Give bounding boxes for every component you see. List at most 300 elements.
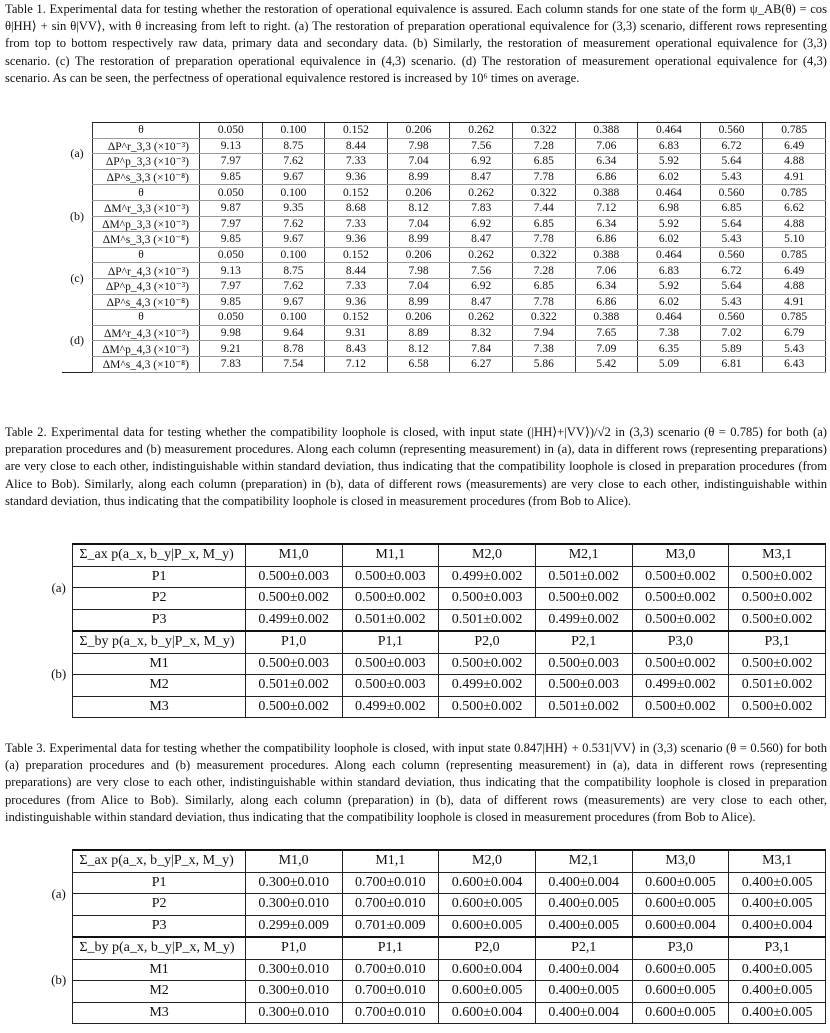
table-cell: 0.500±0.003 [342, 653, 439, 675]
table-cell: 0.700±0.010 [342, 981, 439, 1003]
table-cell: 5.92 [638, 278, 701, 294]
table-cell: 5.86 [512, 356, 575, 372]
table-cell: 7.97 [200, 278, 263, 294]
table-cell: 9.67 [262, 169, 325, 185]
table-cell: 0.400±0.005 [729, 894, 826, 916]
table-cell: 0.400±0.005 [535, 894, 632, 916]
table-cell: 0.100 [262, 123, 325, 139]
table1-row [62, 216, 826, 232]
table-cell: 6.34 [575, 154, 638, 170]
table-cell: 0.600±0.005 [632, 981, 729, 1003]
table1-row [62, 341, 826, 357]
table-cell: 9.36 [325, 232, 388, 248]
column-header: M2,1 [535, 544, 632, 566]
table1-row [62, 123, 826, 139]
table-cell: 6.58 [387, 356, 450, 372]
table-cell: 0.785 [763, 123, 826, 139]
table-cell: 8.75 [262, 138, 325, 154]
column-header: P2,0 [439, 631, 536, 653]
table-cell: 0.464 [638, 123, 701, 139]
column-header: P3,1 [729, 631, 826, 653]
table-cell: 7.62 [262, 154, 325, 170]
table-cell: 4.91 [763, 294, 826, 310]
table-cell: 0.499±0.002 [245, 609, 342, 631]
column-header: P1,1 [342, 631, 439, 653]
table-cell: 0.499±0.002 [535, 609, 632, 631]
table-cell: 0.499±0.002 [342, 696, 439, 718]
column-header: P1,0 [245, 937, 342, 959]
table3-row [45, 959, 826, 981]
row-label: P3 [73, 915, 245, 937]
table-cell: 8.12 [387, 200, 450, 216]
table-cell: 9.87 [200, 200, 263, 216]
table-cell: 0.300±0.010 [245, 981, 342, 1003]
table3-row [45, 872, 826, 894]
header-cell: Σ_ax p(a_x, b_y|P_x, M_y) [73, 544, 245, 566]
row-label: M1 [73, 959, 245, 981]
column-header: M1,0 [245, 544, 342, 566]
table-cell: 0.400±0.005 [729, 981, 826, 1003]
table-cell: 0.388 [575, 247, 638, 263]
table-cell: 6.34 [575, 216, 638, 232]
column-header: P2,1 [535, 937, 632, 959]
table-cell: 7.83 [200, 356, 263, 372]
table-cell: 8.78 [262, 341, 325, 357]
table-cell: 0.600±0.005 [632, 894, 729, 916]
table-cell: 0.100 [262, 185, 325, 201]
table-cell: 7.78 [512, 169, 575, 185]
table-cell: 7.98 [387, 138, 450, 154]
table-cell: 7.33 [325, 154, 388, 170]
table-cell: 9.36 [325, 294, 388, 310]
table-cell: 7.04 [387, 154, 450, 170]
table-cell: 6.27 [450, 356, 513, 372]
table-cell: 4.91 [763, 169, 826, 185]
table-cell: 8.99 [387, 232, 450, 248]
table-cell: 0.501±0.002 [729, 675, 826, 697]
table3 [45, 849, 826, 1024]
table-cell: 6.62 [763, 200, 826, 216]
table-cell: 4.88 [763, 154, 826, 170]
table-cell: 0.500±0.002 [729, 588, 826, 610]
row-label: ΔP^p_3,3 (×10⁻³) [93, 154, 200, 170]
table-cell: 0.500±0.002 [729, 609, 826, 631]
table3-row [45, 981, 826, 1003]
table-cell: 7.12 [325, 356, 388, 372]
table-cell: 0.785 [763, 310, 826, 326]
column-header: P1,1 [342, 937, 439, 959]
table-cell: 0.500±0.002 [729, 566, 826, 588]
table1-row [62, 356, 826, 372]
table-cell: 0.464 [638, 310, 701, 326]
table-cell: 6.72 [700, 263, 763, 279]
table3-row [45, 915, 826, 937]
table-cell: 9.21 [200, 341, 263, 357]
row-label: ΔP^s_3,3 (×10⁻⁸) [93, 169, 200, 185]
table1-row [62, 169, 826, 185]
table-cell: 0.500±0.003 [439, 588, 536, 610]
table-cell: 0.500±0.003 [535, 653, 632, 675]
table-cell: 0.400±0.004 [535, 872, 632, 894]
table-cell: 0.400±0.004 [535, 959, 632, 981]
table3-row [45, 1002, 826, 1024]
table3-header-row [45, 850, 826, 872]
table-cell: 0.050 [200, 185, 263, 201]
table-cell: 9.67 [262, 232, 325, 248]
table1-row [62, 232, 826, 248]
column-header: M3,1 [729, 850, 826, 872]
table1-row [62, 247, 826, 263]
table-cell: 7.56 [450, 263, 513, 279]
table-cell: 7.04 [387, 216, 450, 232]
table1-caption: Table 1. Experimental data for testing whether the restoration of operational equivalence is assured. Each column stands for one state of the form ψ_AB(θ) = cos θ|HH⟩ + sin θ|VV⟩, with θ increasing from left to right. (a) The restoration of preparation operational equivalence for (3,3) scenario, different rows representing from top to bottom respectively raw data, primary data and secondary data. (b) Similarly, the restoration of measurement operational equivalence for (3,3) scenario. (c) The restoration of preparation operational equivalence in (4,3) scenario. (d) The restoration of measurement operational equivalence for (4,3) scenario. As can be seen, the perfectness of operational equivalence restored is increased by 10⁶ times on average. [5, 2, 827, 85]
column-header: P3,0 [632, 937, 729, 959]
row-label: θ [93, 123, 200, 139]
column-header: M3,1 [729, 544, 826, 566]
table-cell: 0.300±0.010 [245, 894, 342, 916]
column-header: M1,1 [342, 544, 439, 566]
row-label: P1 [73, 872, 245, 894]
table-cell: 0.152 [325, 123, 388, 139]
table2 [45, 543, 826, 718]
table-cell: 8.44 [325, 138, 388, 154]
table-cell: 7.33 [325, 278, 388, 294]
table1-row [62, 185, 826, 201]
table-cell: 0.560 [700, 123, 763, 139]
row-label: ΔM^s_3,3 (×10⁻⁸) [93, 232, 200, 248]
table-cell: 5.89 [700, 341, 763, 357]
column-header: P2,1 [535, 631, 632, 653]
table-cell: 6.86 [575, 232, 638, 248]
table-cell: 0.600±0.004 [632, 915, 729, 937]
table-cell: 6.86 [575, 294, 638, 310]
row-label: P2 [73, 588, 245, 610]
table-cell: 5.43 [700, 169, 763, 185]
table-cell: 0.388 [575, 123, 638, 139]
table-cell: 0.500±0.002 [632, 609, 729, 631]
table-cell: 0.388 [575, 310, 638, 326]
column-header: M3,0 [632, 850, 729, 872]
table-cell: 0.152 [325, 247, 388, 263]
table-cell: 0.500±0.002 [535, 588, 632, 610]
column-header: M1,0 [245, 850, 342, 872]
table-cell: 6.83 [638, 138, 701, 154]
table2-row [45, 696, 826, 718]
row-label: ΔP^r_3,3 (×10⁻³) [93, 138, 200, 154]
header-cell: Σ_by p(a_x, b_y|P_x, M_y) [73, 937, 245, 959]
table-cell: 7.44 [512, 200, 575, 216]
row-label: P3 [73, 609, 245, 631]
column-header: M2,0 [439, 544, 536, 566]
table-cell: 6.34 [575, 278, 638, 294]
table-cell: 6.02 [638, 232, 701, 248]
table1-row [62, 325, 826, 341]
table-cell: 6.35 [638, 341, 701, 357]
table2-row [45, 675, 826, 697]
row-label: ΔM^r_3,3 (×10⁻³) [93, 200, 200, 216]
table-cell: 0.560 [700, 247, 763, 263]
table-cell: 8.68 [325, 200, 388, 216]
table-cell: 0.152 [325, 310, 388, 326]
table2-row [45, 566, 826, 588]
table-cell: 0.400±0.004 [729, 915, 826, 937]
table-cell: 0.299±0.009 [245, 915, 342, 937]
column-header: M1,1 [342, 850, 439, 872]
table-cell: 0.600±0.005 [632, 959, 729, 981]
table3-caption: Table 3. Experimental data for testing whether the compatibility loophole is closed, with input state 0.847|HH⟩ + 0.531|VV⟩ in (3,3) scenario (θ = 0.560) for both (a) preparation procedures and (b) measurement procedures. Along each column (representing measurement) in (a), data in different rows (representing preparations) are very close to each other, indistinguishable within standard deviation, thus indicating that the compatibility loophole is closed in preparation procedures (from Alice to Bob). Similarly, along each column (preparation) in (b), data of different rows (measurements) are very close to each other, indistinguishable within standard deviation, thus indicating that the compatibility loophole is closed in measurement procedures (from Bob to Alice). [5, 741, 827, 824]
row-label: P2 [73, 894, 245, 916]
table-cell: 6.43 [763, 356, 826, 372]
table-cell: 0.500±0.002 [342, 588, 439, 610]
table-cell: 7.06 [575, 263, 638, 279]
table-cell: 0.300±0.010 [245, 872, 342, 894]
table-cell: 0.500±0.002 [632, 696, 729, 718]
row-label: ΔM^r_4,3 (×10⁻³) [93, 325, 200, 341]
group-label: (b) [51, 972, 67, 988]
table-cell: 7.54 [262, 356, 325, 372]
table-cell: 7.56 [450, 138, 513, 154]
table-cell: 7.02 [700, 325, 763, 341]
table-cell: 0.322 [512, 185, 575, 201]
table-cell: 0.500±0.002 [632, 653, 729, 675]
table-cell: 5.64 [700, 278, 763, 294]
table-cell: 0.501±0.002 [535, 566, 632, 588]
table-cell: 8.47 [450, 232, 513, 248]
table-cell: 6.92 [450, 216, 513, 232]
table-cell: 0.501±0.002 [245, 675, 342, 697]
table-cell: 0.600±0.005 [632, 1002, 729, 1024]
table-cell: 7.38 [512, 341, 575, 357]
table-cell: 8.43 [325, 341, 388, 357]
table-cell: 0.262 [450, 185, 513, 201]
table-cell: 9.85 [200, 294, 263, 310]
table-cell: 0.500±0.003 [342, 675, 439, 697]
table-cell: 0.206 [387, 310, 450, 326]
row-label: ΔM^s_4,3 (×10⁻⁸) [93, 356, 200, 372]
table-cell: 5.64 [700, 154, 763, 170]
row-label: ΔM^p_3,3 (×10⁻³) [93, 216, 200, 232]
table-cell: 7.97 [200, 154, 263, 170]
table3-row [45, 894, 826, 916]
table-cell: 0.560 [700, 310, 763, 326]
table-cell: 0.560 [700, 185, 763, 201]
table-cell: 0.600±0.004 [439, 959, 536, 981]
table-cell: 5.64 [700, 216, 763, 232]
table-cell: 0.600±0.004 [439, 1002, 536, 1024]
table-cell: 7.62 [262, 216, 325, 232]
table-cell: 0.322 [512, 123, 575, 139]
table-cell: 9.64 [262, 325, 325, 341]
table-cell: 5.43 [700, 232, 763, 248]
group-label: (b) [51, 666, 67, 682]
table-cell: 0.206 [387, 247, 450, 263]
table-cell: 6.49 [763, 138, 826, 154]
row-label: θ [93, 185, 200, 201]
table2-row [45, 653, 826, 675]
table-cell: 0.400±0.005 [729, 1002, 826, 1024]
table-cell: 0.500±0.002 [729, 653, 826, 675]
table-cell: 0.206 [387, 123, 450, 139]
table-cell: 0.600±0.005 [439, 981, 536, 1003]
table-cell: 7.94 [512, 325, 575, 341]
group-label: (c) [70, 270, 84, 285]
table-cell: 6.02 [638, 294, 701, 310]
table-cell: 6.83 [638, 263, 701, 279]
table2-row [45, 609, 826, 631]
table2-header-row [45, 544, 826, 566]
table-cell: 6.85 [512, 278, 575, 294]
table-cell: 8.47 [450, 294, 513, 310]
table1-row [62, 154, 826, 170]
group-label: (a) [70, 146, 84, 161]
table-cell: 0.501±0.002 [342, 609, 439, 631]
group-label: (a) [51, 579, 66, 595]
table1-row [62, 263, 826, 279]
row-label: M1 [73, 653, 245, 675]
table-cell: 7.04 [387, 278, 450, 294]
table-cell: 0.500±0.002 [245, 588, 342, 610]
table-cell: 0.262 [450, 310, 513, 326]
table-cell: 4.88 [763, 278, 826, 294]
table-cell: 5.43 [763, 341, 826, 357]
table-cell: 0.262 [450, 123, 513, 139]
table-cell: 0.100 [262, 310, 325, 326]
table-cell: 0.500±0.003 [245, 566, 342, 588]
table-cell: 6.72 [700, 138, 763, 154]
table-cell: 0.500±0.002 [245, 696, 342, 718]
table-cell: 0.785 [763, 247, 826, 263]
table-cell: 7.06 [575, 138, 638, 154]
table-cell: 9.31 [325, 325, 388, 341]
table-cell: 5.43 [700, 294, 763, 310]
table2-row [45, 588, 826, 610]
table-cell: 0.500±0.002 [439, 653, 536, 675]
column-header: M2,1 [535, 850, 632, 872]
table-cell: 9.13 [200, 138, 263, 154]
table-cell: 9.67 [262, 294, 325, 310]
table-cell: 0.206 [387, 185, 450, 201]
row-label: ΔM^p_4,3 (×10⁻³) [93, 341, 200, 357]
table-cell: 7.28 [512, 138, 575, 154]
table-cell: 7.12 [575, 200, 638, 216]
table-cell: 7.62 [262, 278, 325, 294]
row-label: M2 [73, 675, 245, 697]
column-header: P3,0 [632, 631, 729, 653]
table-cell: 6.98 [638, 200, 701, 216]
row-label: M3 [73, 696, 245, 718]
table-cell: 0.501±0.002 [535, 696, 632, 718]
table-cell: 7.78 [512, 294, 575, 310]
table-cell: 0.388 [575, 185, 638, 201]
table-cell: 0.100 [262, 247, 325, 263]
row-label: ΔP^s_4,3 (×10⁻⁸) [93, 294, 200, 310]
table-cell: 0.600±0.005 [632, 872, 729, 894]
column-header: P1,0 [245, 631, 342, 653]
table-cell: 0.701±0.009 [342, 915, 439, 937]
table-cell: 6.81 [700, 356, 763, 372]
table-cell: 0.700±0.010 [342, 894, 439, 916]
row-label: M3 [73, 1002, 245, 1024]
table-cell: 7.84 [450, 341, 513, 357]
table2-caption: Table 2. Experimental data for testing whether the compatibility loophole is closed, with input state (|HH⟩+|VV⟩)/√2 in (3,3) scenario (θ = 0.785) for both (a) preparation procedures and (b) measurement procedures. Along each column (representing measurement) in (a), data in different rows (representing preparations) are very close to each other, indistinguishable within standard deviation, thus indicating that the compatibility loophole is closed in preparation procedures (from Alice to Bob). Similarly, along each column (preparation) in (b), data of different rows (measurements) are very close to each other, indistinguishable within standard deviation, thus indicating that the compatibility loophole is closed in measurement procedures (from Bob to Alice). [5, 425, 827, 508]
table-cell: 0.700±0.010 [342, 872, 439, 894]
header-cell: Σ_ax p(a_x, b_y|P_x, M_y) [73, 850, 245, 872]
table-cell: 0.500±0.002 [632, 588, 729, 610]
table-cell: 0.050 [200, 310, 263, 326]
table1-row [62, 138, 826, 154]
table-cell: 6.86 [575, 169, 638, 185]
table-cell: 8.12 [387, 341, 450, 357]
table-cell: 7.98 [387, 263, 450, 279]
table-cell: 9.13 [200, 263, 263, 279]
table-cell: 8.32 [450, 325, 513, 341]
table-cell: 5.09 [638, 356, 701, 372]
row-label: ΔP^r_4,3 (×10⁻³) [93, 263, 200, 279]
table-cell: 0.499±0.002 [439, 566, 536, 588]
table-cell: 0.322 [512, 247, 575, 263]
table1-row [62, 310, 826, 326]
table-cell: 6.92 [450, 278, 513, 294]
group-label: (b) [70, 208, 84, 223]
table-cell: 0.785 [763, 185, 826, 201]
table1-row [62, 278, 826, 294]
table-cell: 0.322 [512, 310, 575, 326]
table-cell: 0.464 [638, 247, 701, 263]
table-cell: 5.10 [763, 232, 826, 248]
table-cell: 0.152 [325, 185, 388, 201]
table-cell: 8.99 [387, 294, 450, 310]
row-label: P1 [73, 566, 245, 588]
table-cell: 0.501±0.002 [439, 609, 536, 631]
table-cell: 6.92 [450, 154, 513, 170]
table-cell: 0.400±0.005 [535, 915, 632, 937]
table-cell: 0.499±0.002 [632, 675, 729, 697]
table-cell: 0.499±0.002 [439, 675, 536, 697]
table-cell: 6.85 [700, 200, 763, 216]
table-cell: 0.500±0.002 [632, 566, 729, 588]
table-cell: 7.97 [200, 216, 263, 232]
table-cell: 8.47 [450, 169, 513, 185]
table-cell: 5.92 [638, 154, 701, 170]
column-header: M3,0 [632, 544, 729, 566]
table-cell: 7.78 [512, 232, 575, 248]
table-cell: 6.85 [512, 216, 575, 232]
column-header: P2,0 [439, 937, 536, 959]
table-cell: 6.49 [763, 263, 826, 279]
table-cell: 7.28 [512, 263, 575, 279]
table-cell: 8.99 [387, 169, 450, 185]
table-cell: 8.75 [262, 263, 325, 279]
table-cell: 0.300±0.010 [245, 959, 342, 981]
table-cell: 7.83 [450, 200, 513, 216]
table-cell: 9.85 [200, 232, 263, 248]
table-cell: 0.050 [200, 123, 263, 139]
table1 [62, 122, 826, 373]
table-cell: 0.500±0.003 [342, 566, 439, 588]
table-cell: 7.09 [575, 341, 638, 357]
column-header: M2,0 [439, 850, 536, 872]
table-cell: 7.33 [325, 216, 388, 232]
group-label: (a) [51, 885, 66, 901]
table-cell: 0.400±0.005 [535, 981, 632, 1003]
table-cell: 0.500±0.002 [439, 696, 536, 718]
table-cell: 0.500±0.003 [535, 675, 632, 697]
table-cell: 0.300±0.010 [245, 1002, 342, 1024]
table-cell: 0.050 [200, 247, 263, 263]
table1-row [62, 294, 826, 310]
group-label: (d) [70, 333, 84, 348]
table-cell: 0.600±0.005 [439, 915, 536, 937]
